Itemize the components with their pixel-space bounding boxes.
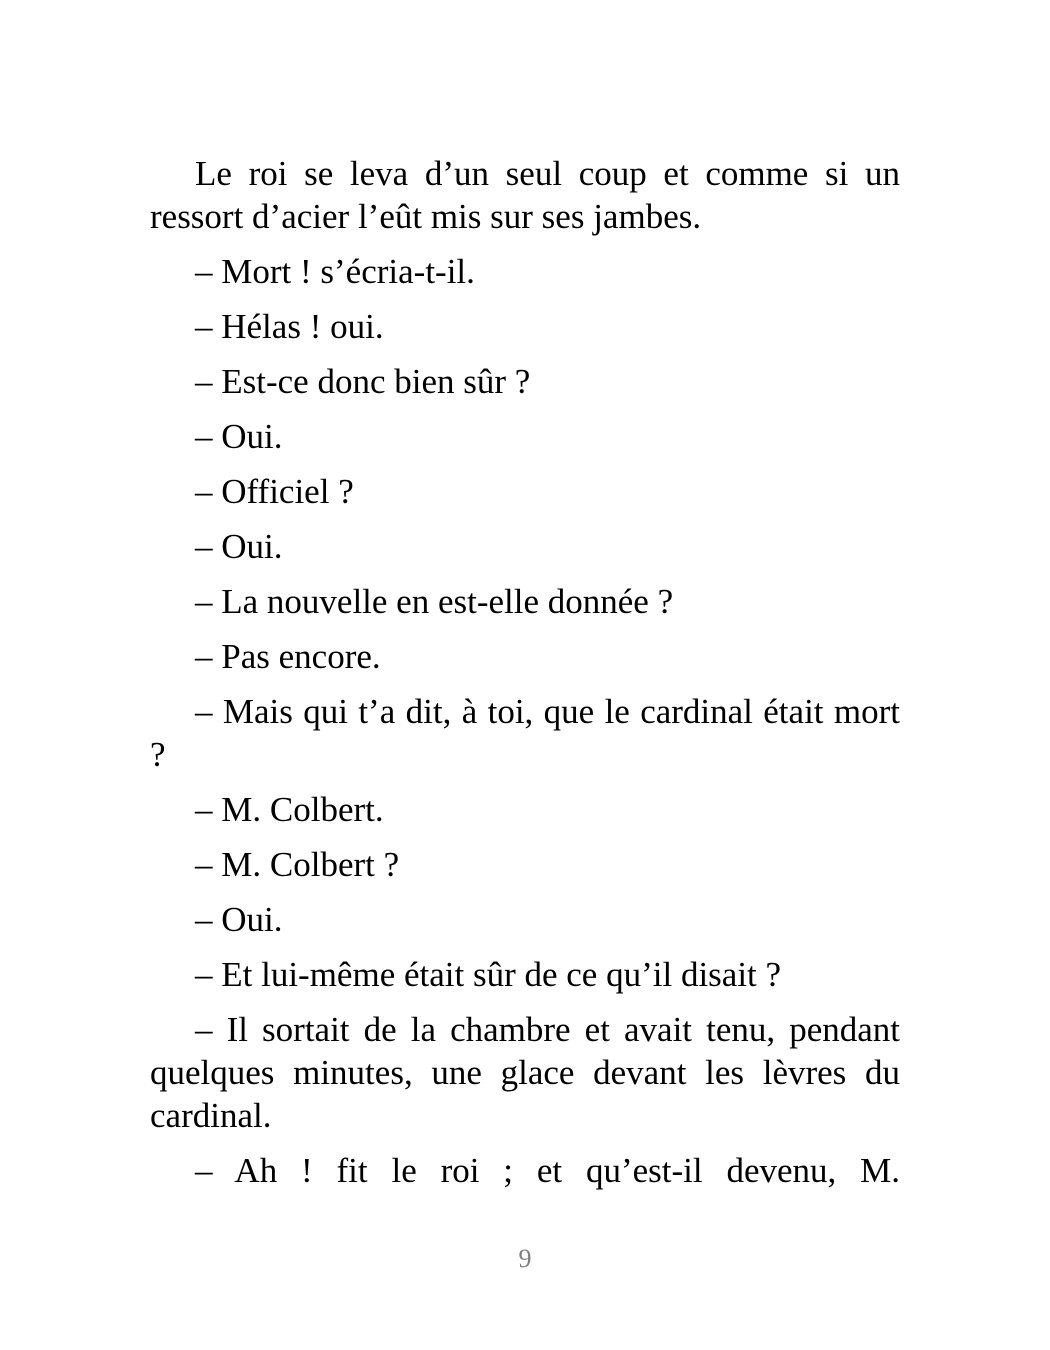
paragraph: – Est-ce donc bien sûr ? — [195, 362, 531, 401]
paragraph: – Mort ! s’écria-t-il. — [195, 252, 475, 291]
paragraph: – M. Colbert. — [195, 790, 384, 829]
paragraph: – La nouvelle en est-elle donnée ? — [195, 582, 674, 621]
paragraph: – Oui. — [195, 417, 283, 456]
paragraph: – Hélas ! oui. — [195, 307, 384, 346]
paragraph-continued: – Ah ! fit le roi ; et qu’est-il devenu, M. — [195, 1151, 900, 1190]
paragraph: – Pas encore. — [195, 637, 381, 676]
paragraph: – Mais qui t’a dit, à toi, que le cardinal était mort ? — [150, 692, 900, 774]
paragraph: – M. Colbert ? — [195, 845, 400, 884]
page-number: 9 — [518, 1244, 532, 1273]
body-text — [150, 152, 900, 1204]
paragraph: – Il sortait de la chambre et avait tenu, pendant quelques minutes, une glace devant les lèvres du cardinal. — [150, 1010, 900, 1135]
paragraph: – Oui. — [195, 527, 283, 566]
paragraph: – Et lui-même était sûr de ce qu’il disait ? — [195, 955, 782, 994]
paragraph: Le roi se leva d’un seul coup et comme si un ressort d’acier l’eût mis sur ses jambes. — [150, 154, 900, 236]
paragraph: – Oui. — [195, 900, 283, 939]
paragraph: – Officiel ? — [195, 472, 354, 511]
